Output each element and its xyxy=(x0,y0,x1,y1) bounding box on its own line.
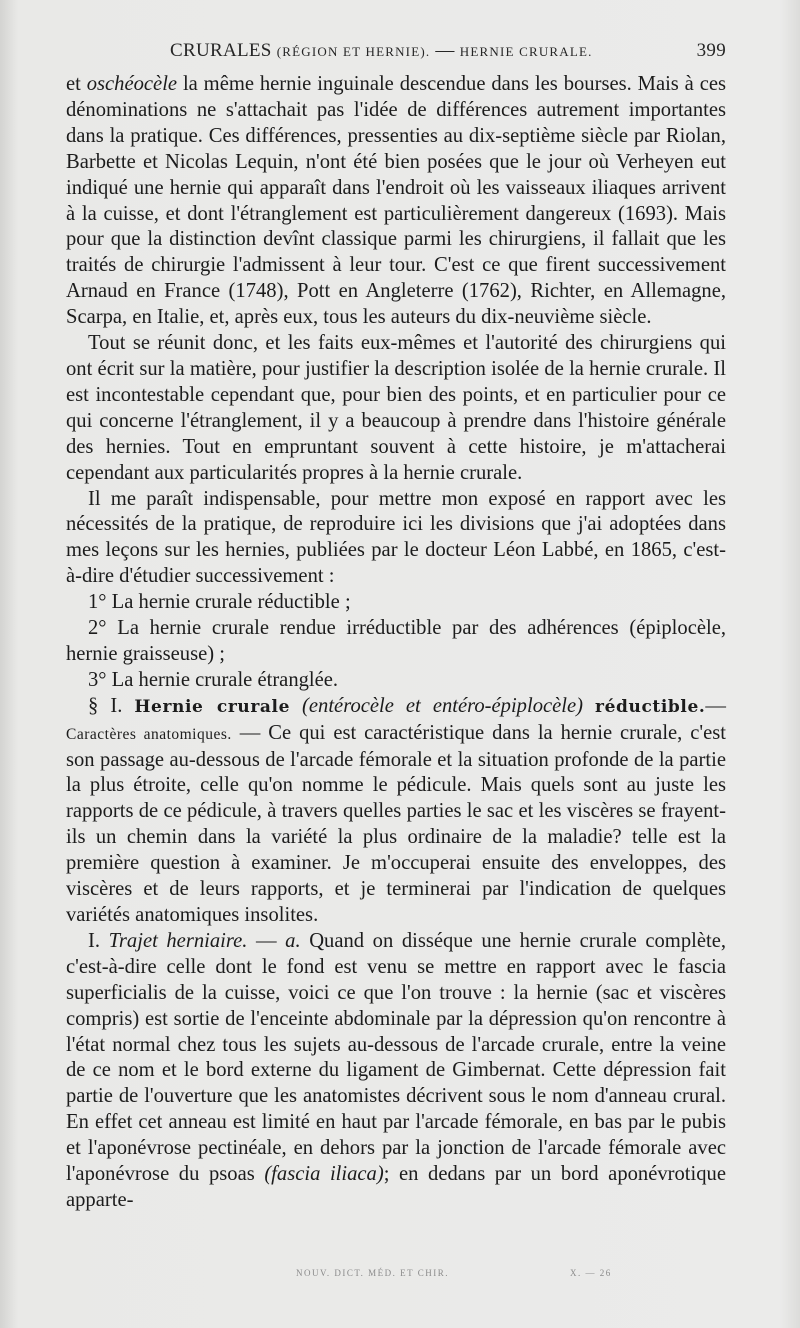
p5-text-1: Quand on disséque une hernie crurale complète, c'est-à-dire celle dont le fond est venu se mettre en rapport avec le fascia superficialis de la cuisse, voici ce que l'on trouve : la hernie (sac et viscères compris) est sortie de l'enceinte abdominale par la dépression qu'on rencontre à l'état normal chez tous les sujets au-dessous de l'arcade crurale, entre la veine de ce nom et le bord externe du ligament de Gimbernat. Cette dépression fait partie de l'ouverture que les anatomistes décrivent sous le nom d'anneau crural. En effet cet anneau est limité en haut par l'arcade fémorale, en bas par le pubis et l'aponévrose pectinéale, en dehors par la jonction de l'arcade fémorale avec l'aponévrose du psoas xyxy=(66,929,726,1186)
p5-heading: Trajet herniaire. xyxy=(108,929,248,952)
section-subheading: Caractères anatomiques. xyxy=(66,725,232,743)
section-title-2: réductible. xyxy=(595,696,706,717)
section-title: Hernie crurale xyxy=(134,696,290,717)
p1-italic-term: oschéocèle xyxy=(86,73,178,95)
section-paragraph xyxy=(66,694,726,929)
p5-fascia: (fascia iliaca) xyxy=(264,1163,384,1186)
section-subtitle: (entérocèle et entéro-épiplocèle) xyxy=(302,694,583,717)
paragraph-4: — Ce qui est caractéristique dans la hernie crurale, c'est son passage au-dessous de l'arcade fémorale et la situation profonde de la partie la plus étroite, celle qu'on nomme le pédicule. Mais quels sont au juste les rapports de ce pédicule, à travers quelles parties le sac et les viscères se frayent-ils un chemin dans la variété la plus ordinaire de la maladie? telle est la première question à examiner. Je m'occuperai ensuite des enveloppes, des viscères et de leurs rapports, et je terminerai par l'indication de quelques variétés anatomiques insolites. xyxy=(66,721,726,926)
section-mark: § I. xyxy=(88,694,123,717)
p1-text: et oschéocèle la même hernie inguinale descendue dans les bourses. Mais à ces dénominations ne s'attachait pas l'idée de différences autrement importantes dans la pratique. Ces différences, pressenties au dix-septième siècle par Riolan, Barbette et Nicolas Lequin, n'ont été bien posées que le jour où Verheyen eut indiqué une hernie qui apparaît dans l'endroit où les vaisseaux iliaques arrivent à la cuisse, et dont l'étranglement est particulièrement dangereux (1693). Mais pour que la distinction devînt classique parmi les chirurgiens, il fallait que les traités de chirurgie l'admissent à leur tour. C'est ce que firent successivement Arnaud en France (1748), Pott en Angleterre (1762), Richter, en Allemagne, Scarpa, en Italie, et, après eux, tous les auteurs du dix-neuvième siècle. xyxy=(66,73,726,329)
p5-text-2: ; en dedans par un bord aponévrotique apparte- xyxy=(66,1163,726,1211)
header-subtitle: HERNIE CRURALE. xyxy=(459,44,593,59)
footer-signature: NOUV. DICT. MÉD. ET CHIR. xyxy=(296,1268,450,1278)
page-footer xyxy=(296,1268,716,1280)
paragraph-3: Il me paraît indispensable, pour mettre mon exposé en rapport avec les nécessités de la pratique, de reproduire ici les divisions que j'ai adoptées dans mes leçons sur les hernies, publiées par le docteur Léon Labbé, en 1865, c'est-à-dire d'étudier successivement : xyxy=(66,487,726,588)
paragraph-2: Tout se réunit donc, et les faits eux-mêmes et l'autorité des chirurgiens qui ont écrit sur la matière, pour justifier la description isolée de la hernie crurale. Il est incontestable cependant que, pour bien des points, et en particulier pour ce qui concerne l'étranglement, il y a beaucoup à prendre dans l'histoire générale des hernies. Tout en empruntant souvent à cette histoire, je m'attacherai cependant aux particularités propres à la hernie crurale. xyxy=(66,332,726,484)
list-item-1: 1° La hernie crurale réductible ; xyxy=(88,591,351,614)
list-item-3: 3° La hernie crurale étranglée. xyxy=(88,668,339,691)
body-text xyxy=(66,72,726,1214)
p5-dash: — xyxy=(255,929,277,952)
paragraph-5 xyxy=(66,929,726,1214)
list-item-2: 2° La hernie crurale rendue irréductible par des adhérences (épiplocèle, hernie graisseuse) ; xyxy=(66,617,726,665)
p5-letter: a. xyxy=(285,929,301,952)
footer-sheet: X. — 26 xyxy=(570,1268,612,1278)
page-number: 399 xyxy=(696,40,726,61)
running-header xyxy=(66,38,726,64)
section-dash: — xyxy=(705,694,727,717)
header-title-main: CRURALES xyxy=(170,40,272,61)
p5-lead: I. xyxy=(88,929,101,952)
header-dash: — xyxy=(435,40,455,61)
header-title-paren: (RÉGION ET HERNIE). xyxy=(276,44,431,59)
paragraph-1 xyxy=(66,72,726,331)
running-title xyxy=(170,38,593,65)
